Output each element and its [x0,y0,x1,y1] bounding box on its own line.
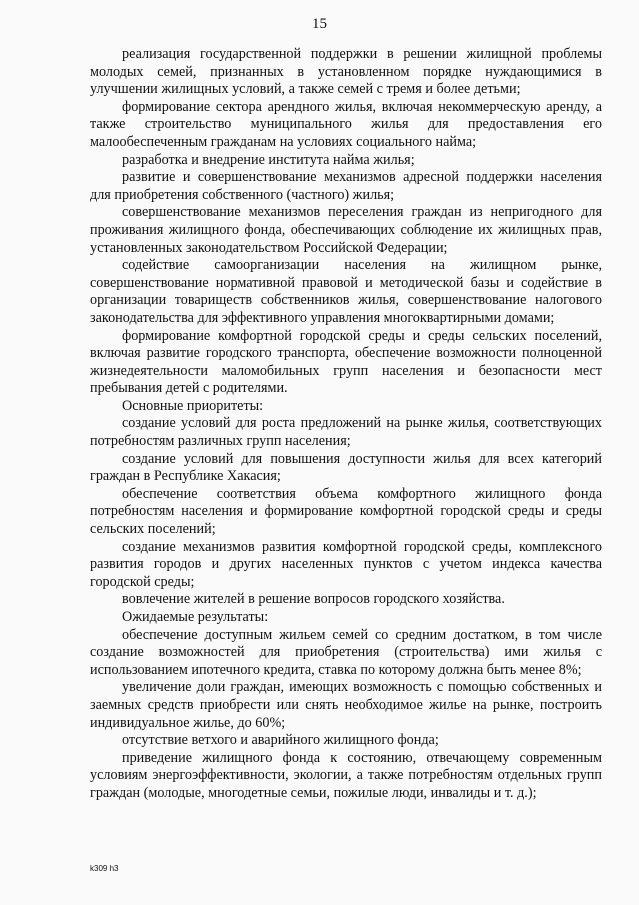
paragraph: формирование комфортной городской среды и среды сельских поселений, включая развитие городского транспорта, обеспечение возможности полноценной жизнедеятельности маломобильных групп населения и безопасности мест пребывания детей с родителями. [90,327,602,397]
paragraph: реализация государственной поддержки в решении жилищной проблемы молодых семей, признанных в установленном порядке нуждающимися в улучшении жилищных условий, а также семей с тремя и более детьми; [90,46,602,98]
section-heading-results: Ожидаемые результаты: [122,609,269,625]
footer-code: k309 h3 [90,864,119,873]
paragraph: приведение жилищного фонда к состоянию, отвечающему современным условиям энергоэффективности, экологии, а также потребностям отдельных групп граждан (молодые, многодетные семьи, пожилые люди, инвалиды и т. д.); [90,749,602,801]
paragraph: создание условий для повышения доступности жилья для всех категорий граждан в Республике Хакасия; [90,450,602,485]
paragraph: создание условий для роста предложений на рынке жилья, соответствующих потребностям различных групп населения; [90,415,602,450]
paragraph: совершенствование механизмов переселения граждан из непригодного для проживания жилищного фонда, обеспечивающих соблюдение их жилищных прав, установленных законодательством Российской Федерации; [90,204,602,256]
document-body [90,46,602,803]
paragraph: содействие самоорганизации населения на жилищном рынке, совершенствование нормативной правовой и методической базы и содействие в организации товариществ собственников жилья, совершенствование налогового законодательства для эффективного управления многоквартирными домами; [90,257,602,326]
paragraph: отсутствие ветхого и аварийного жилищного фонда; [122,732,439,749]
paragraph: вовлечение жителей в решение вопросов городского хозяйства. [122,591,505,608]
paragraph: увеличение доли граждан, имеющих возможность с помощью собственных и заемных средств приобрести или снять необходимое жилье на рынке, построить индивидуальное жилье, до 60%; [90,679,602,731]
paragraph: развитие и совершенствование механизмов адресной поддержки населения для приобретения собственного (частного) жилья; [90,169,602,203]
page-number: 15 [312,16,327,32]
paragraph: обеспечение доступным жильем семей со средним достатком, в том числе создание возможностей для приобретения (строительства) ими жилья с использованием ипотечного кредита, ставка по которому должна быть менее 8%; [90,626,602,678]
paragraph: разработка и внедрение института найма жилья; [122,151,415,168]
paragraph: обеспечение соответствия объема комфортного жилищного фонда потребностям населения и формирование комфортной городской среды и среды сельских поселений; [90,485,602,538]
paragraph: создание механизмов развития комфортной городской среды, комплексного развития городов и других населенных пунктов с учетом индекса качества городской среды; [90,538,602,590]
section-heading-priorities: Основные приоритеты: [122,397,264,414]
paragraph: формирование сектора арендного жилья, включая некоммерческую аренду, а также строительство муниципального жилья для предоставления его малообеспеченным гражданам на условиях социального найма; [90,98,602,150]
